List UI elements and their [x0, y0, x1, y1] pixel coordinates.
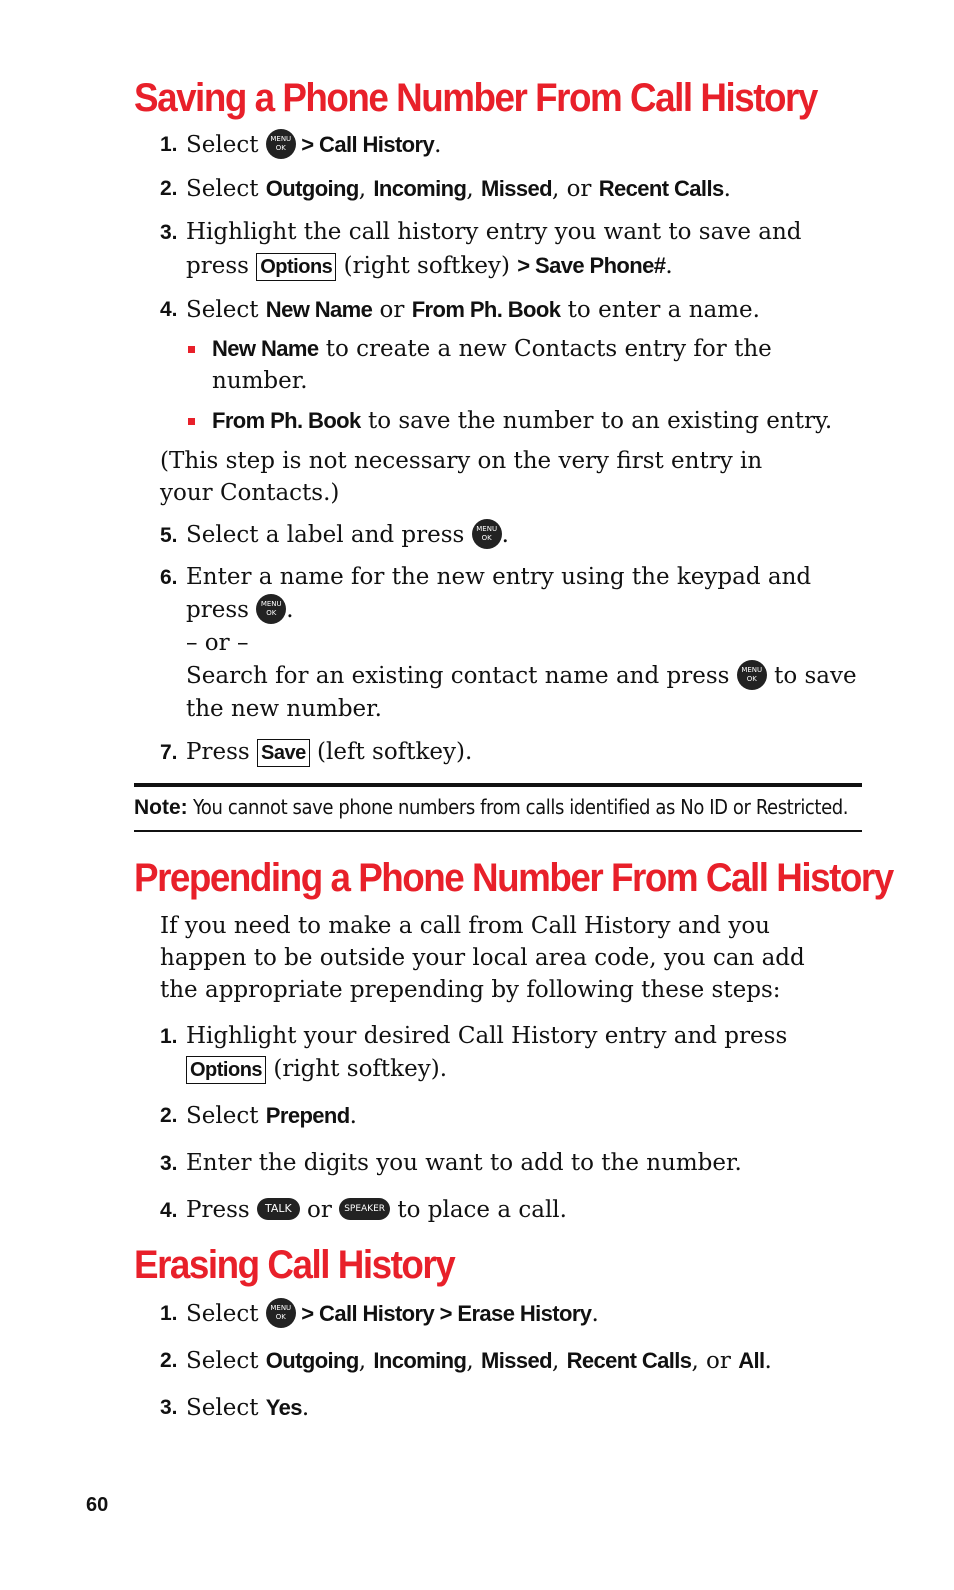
options-softkey: Options: [186, 1056, 266, 1084]
step-item: 2. Select Prepend.: [160, 1103, 357, 1129]
step-item: 3. Highlight the call history entry you want to save and press Options (right softkey) > Save Phone#.: [160, 219, 802, 279]
step-item: 1. Select MENU OK > Call History.: [160, 128, 862, 162]
prepend-intro: If you need to make a call from Call History and you happen to be outside your local area code, you can add the appropriate prepending by following these steps:: [160, 913, 805, 1003]
step-item: 2. Select Outgoing, Incoming, Missed, or Recent Calls.: [160, 176, 731, 202]
list-item: From Ph. Book to save the number to an existing entry.: [212, 405, 862, 437]
saving-steps: [134, 128, 862, 327]
options-softkey: Options: [256, 253, 336, 281]
paren-note: (This step is not necessary on the very first entry in your Contacts.): [160, 448, 763, 506]
talk-key-icon: TALK: [257, 1198, 300, 1220]
menu-ok-icon: MENU OK: [737, 660, 767, 690]
list-item: New Name to create a new Contacts entry for the number.: [212, 333, 862, 397]
menu-ok-icon: MENU OK: [256, 594, 286, 624]
manual-page: [134, 0, 893, 1425]
speaker-key-icon: SPEAKER: [339, 1198, 390, 1220]
note-text: You cannot save phone numbers from calls identified as No ID or Restricted.: [187, 795, 849, 819]
menu-ok-icon: MENU OK: [472, 519, 502, 549]
section-title-erasing: Erasing Call History: [134, 1243, 455, 1287]
step-item: 3. Select Yes.: [160, 1395, 310, 1421]
menu-ok-icon: MENU OK: [266, 1298, 296, 1328]
section-title-prepending: Prepending a Phone Number From Call History: [134, 856, 893, 900]
erasing-steps: [134, 1297, 862, 1425]
step-item: 4. Press TALK or SPEAKER to place a call.: [160, 1197, 567, 1223]
note-box: [134, 783, 862, 832]
saving-steps-continued: [134, 519, 862, 769]
step-item: 4. Select New Name or From Ph. Book to enter a name.: [160, 297, 760, 323]
save-softkey: Save: [257, 739, 310, 767]
note-label: Note:: [134, 796, 188, 819]
prepending-steps: [134, 1020, 862, 1227]
section-title-saving: Saving a Phone Number From Call History: [134, 76, 817, 120]
step-item: 5. Select a label and press MENU OK .: [160, 519, 862, 552]
step4-options: [134, 333, 862, 437]
step-item: 3. Enter the digits you want to add to the number.: [160, 1150, 742, 1176]
page-number: 60: [86, 1494, 109, 1516]
step-item: 1. Highlight your desired Call History entry and press Options (right softkey).: [160, 1023, 788, 1082]
step-item: 7. Press Save (left softkey).: [160, 739, 473, 765]
step-item: 6. Enter a name for the new entry using the keypad and press MENU OK . – or – Search for an existing contact name and press MENU OK to save the new number.: [160, 564, 857, 722]
step-item: 1. Select MENU OK > Call History > Erase History.: [160, 1297, 862, 1331]
menu-ok-icon: MENU OK: [266, 129, 296, 159]
step-item: 2. Select Outgoing, Incoming, Missed, Recent Calls, or All.: [160, 1348, 772, 1374]
